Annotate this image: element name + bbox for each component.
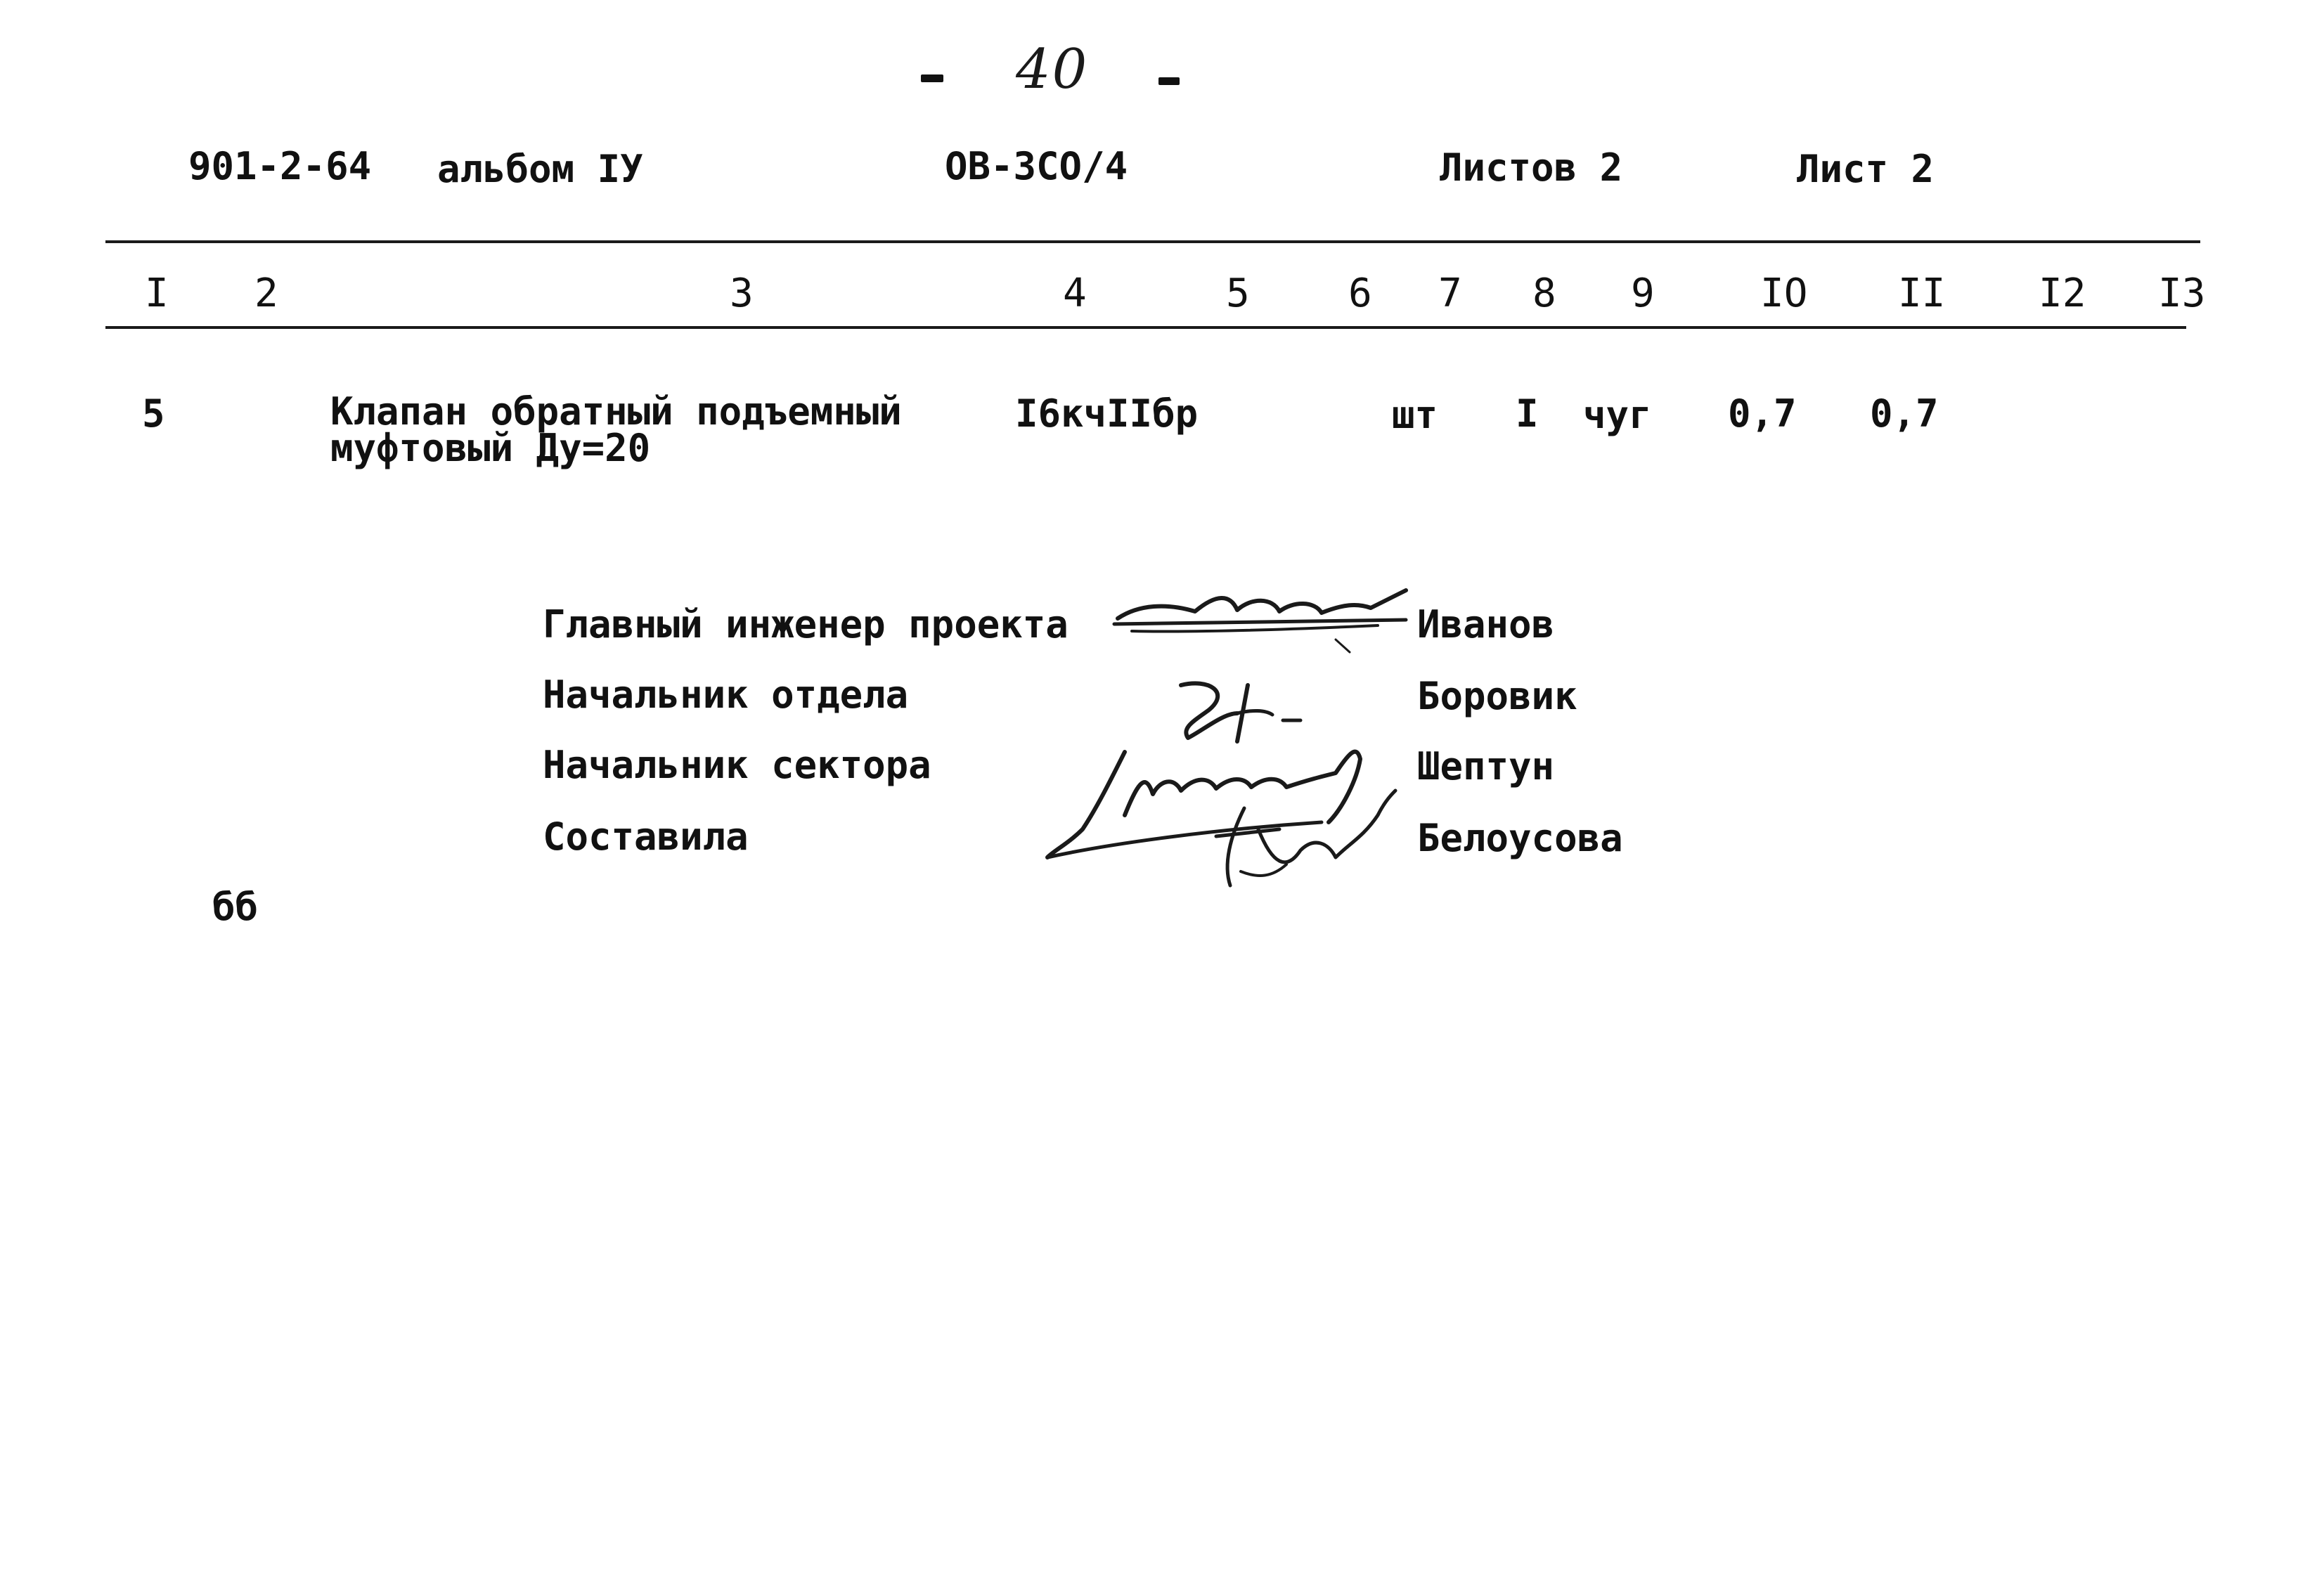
signature-name: Шептун bbox=[1417, 744, 1555, 788]
column-number: II bbox=[1898, 271, 1946, 316]
column-number: I2 bbox=[2039, 271, 2086, 316]
column-number: 3 bbox=[730, 271, 754, 316]
page-number-dash-right bbox=[1158, 77, 1180, 85]
column-number: 2 bbox=[254, 271, 278, 316]
column-number: I3 bbox=[2158, 271, 2206, 316]
item-name-line-2: муфтовый Ду=20 bbox=[330, 426, 651, 470]
item-name-line-1: Клапан обратный подъемный bbox=[330, 389, 902, 434]
signature-name: Белоусова bbox=[1417, 816, 1623, 860]
signature-role: Главный инженер проекта bbox=[543, 602, 1069, 647]
column-number: I bbox=[145, 271, 169, 316]
document-code: 901-2-64 bbox=[188, 144, 372, 188]
page-number: 40 bbox=[1016, 38, 1089, 101]
signature-name: Иванов bbox=[1417, 602, 1555, 647]
column-number: 6 bbox=[1348, 271, 1372, 316]
signature-role: Начальник сектора bbox=[543, 743, 931, 787]
column-number: 4 bbox=[1063, 271, 1087, 316]
column-number: 7 bbox=[1438, 271, 1462, 316]
row-position-number: 5 bbox=[142, 391, 165, 436]
sheets-total: Листов 2 bbox=[1440, 145, 1623, 190]
column-number: IO bbox=[1760, 271, 1808, 316]
item-name bbox=[330, 389, 963, 470]
page-number-dash-left bbox=[921, 74, 943, 82]
album-label: альбом IУ bbox=[437, 147, 643, 191]
column-number: 8 bbox=[1532, 271, 1556, 316]
signature-role: Начальник отдела bbox=[543, 673, 909, 717]
sheet-number: Лист 2 bbox=[1797, 147, 1935, 191]
item-unit-mass: 0,7 bbox=[1728, 391, 1797, 436]
item-unit: шт bbox=[1392, 393, 1438, 437]
item-type-code: I6кчIIбр bbox=[1015, 391, 1199, 436]
item-quantity: I bbox=[1516, 391, 1539, 436]
column-number: 9 bbox=[1631, 271, 1655, 316]
column-number: 5 bbox=[1226, 271, 1250, 316]
drawing-code: ОВ-3СО/4 bbox=[945, 144, 1128, 188]
handwritten-signature bbox=[1167, 671, 1308, 748]
footer-mark: бб bbox=[212, 885, 259, 929]
table-header-bottom-rule bbox=[105, 326, 2186, 329]
signature-name: Боровик bbox=[1417, 674, 1577, 718]
handwritten-signature bbox=[1202, 787, 1399, 893]
item-total-mass: 0,7 bbox=[1870, 391, 1939, 436]
handwritten-signature bbox=[1111, 569, 1420, 654]
signature-role: Составила bbox=[543, 815, 749, 859]
item-material: чуг bbox=[1583, 393, 1652, 437]
table-top-rule bbox=[105, 240, 2200, 243]
